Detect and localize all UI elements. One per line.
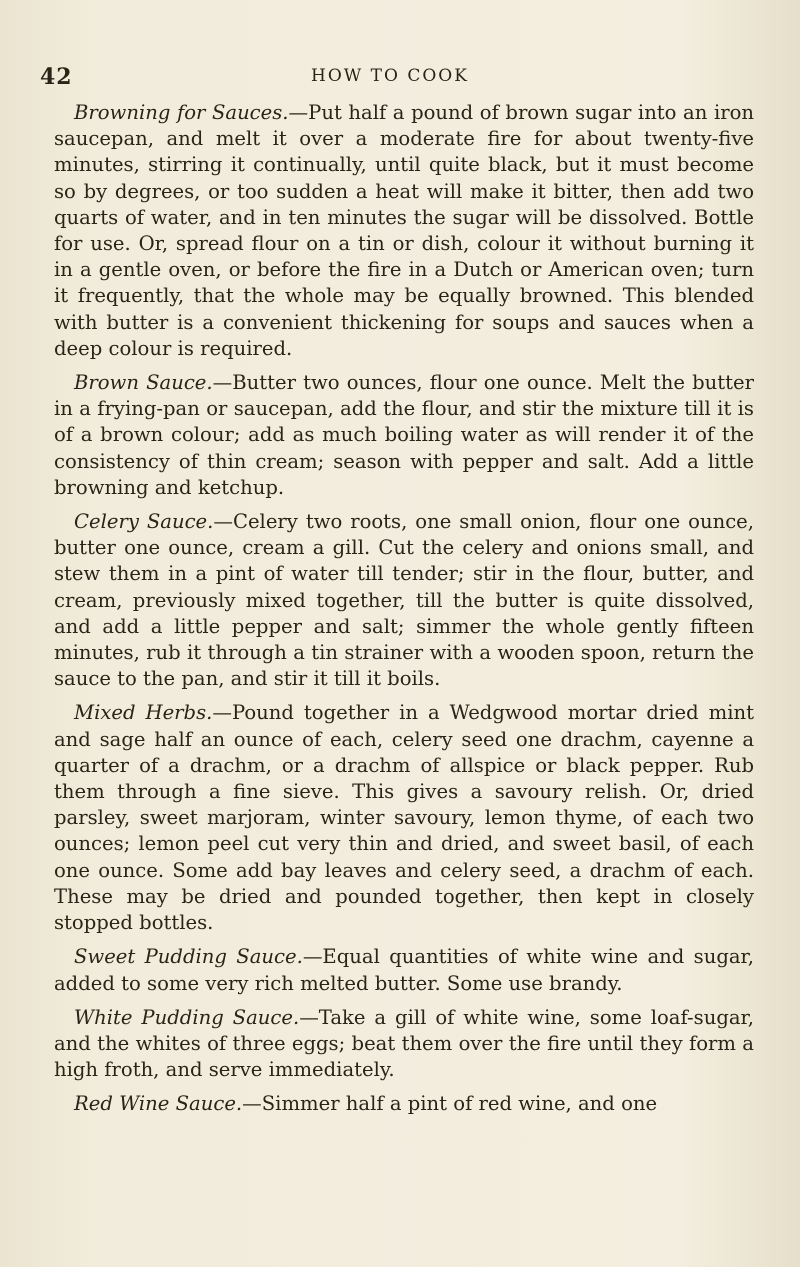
- recipe-title: White Pudding Sauce.: [74, 1005, 300, 1029]
- recipe-title: Red Wine Sauce.: [74, 1092, 243, 1116]
- recipe-text: —Take a gill of white wine, some loaf-sugar, and the whites of three eggs; beat them over the fire until they form a high froth, and serve immediately.: [54, 1005, 754, 1082]
- recipe-text: —Celery two roots, one small onion, flour one ounce, butter one ounce, cream a gill. Cut the celery and onions small, and stew them in a pint of water till tender; stir in the flour, butter, and cream, previously mixed together, till the butter is quite dissolved, and add a little pepper and salt; simmer the whole gently fifteen minutes, rub it through a tin strainer with a wooden spoon, return the sauce to the pan, and stir it till it boils.: [54, 510, 754, 691]
- body-text: [54, 100, 754, 1126]
- recipe-text: —Pound together in a Wedgwood mortar dried mint and sage half an ounce of each, celery seed one drachm, cayenne a quarter of a drachm, or a drachm of allspice or black pepper. Rub them through a fine sieve. This gives a savoury relish. Or, dried parsley, sweet marjoram, winter savoury, lemon thyme, of each two ounces; lemon peel cut very thin and dried, and sweet basil, of each one ounce. Some add bay leaves and celery seed, a drachm of each. These may be dried and pounded together, then kept in closely stopped bottles.: [54, 701, 755, 935]
- recipe-text: —Simmer half a pint of red wine, and one: [242, 1092, 658, 1116]
- recipe-paragraph: [54, 509, 754, 692]
- recipe-text: —Equal quantities of white wine and sugar, added to some very rich melted butter. Some use brandy.: [54, 945, 754, 995]
- recipe-title: Browning for Sauces.: [74, 101, 289, 124]
- recipe-paragraph: [54, 100, 754, 362]
- recipe-paragraph: [54, 1005, 754, 1084]
- page-number: 42: [40, 64, 73, 90]
- recipe-title: Celery Sauce.: [74, 510, 214, 534]
- page-header: [40, 64, 740, 94]
- recipe-title: Mixed Herbs.: [74, 701, 213, 725]
- recipe-text: —Put half a pound of brown sugar into an iron saucepan, and melt it over a moderate fire for about twenty-five minutes, stirring it continually, until quite black, but it must become so by degrees, or too sudden a heat will make it bitter, then add two quarts of water, and in ten minutes the sugar will be dissolved. Bottle for use. Or, spread flour on a tin or dish, colour it without burning it in a gentle oven, or before the fire in a Dutch or American oven; turn it frequently, that the whole may be equally browned. This blended with butter is a convenient thickening for soups and sauces when a deep colour is required.: [54, 101, 754, 360]
- recipe-title: Sweet Pudding Sauce.: [74, 945, 303, 969]
- running-head: HOW TO COOK: [311, 66, 469, 86]
- recipe-text: —Butter two ounces, flour one ounce. Melt the butter in a frying-pan or saucepan, add the flour, and stir the mixture till it is of a brown colour; add as much boiling water as will render it of the consistency of thin cream; season with pepper and salt. Add a little browning and ketchup.: [54, 371, 755, 499]
- recipe-paragraph: [54, 944, 754, 996]
- recipe-paragraph: [54, 1091, 754, 1117]
- recipe-paragraph: [54, 700, 754, 936]
- recipe-title: Brown Sauce.: [74, 371, 213, 395]
- recipe-paragraph: [54, 370, 754, 501]
